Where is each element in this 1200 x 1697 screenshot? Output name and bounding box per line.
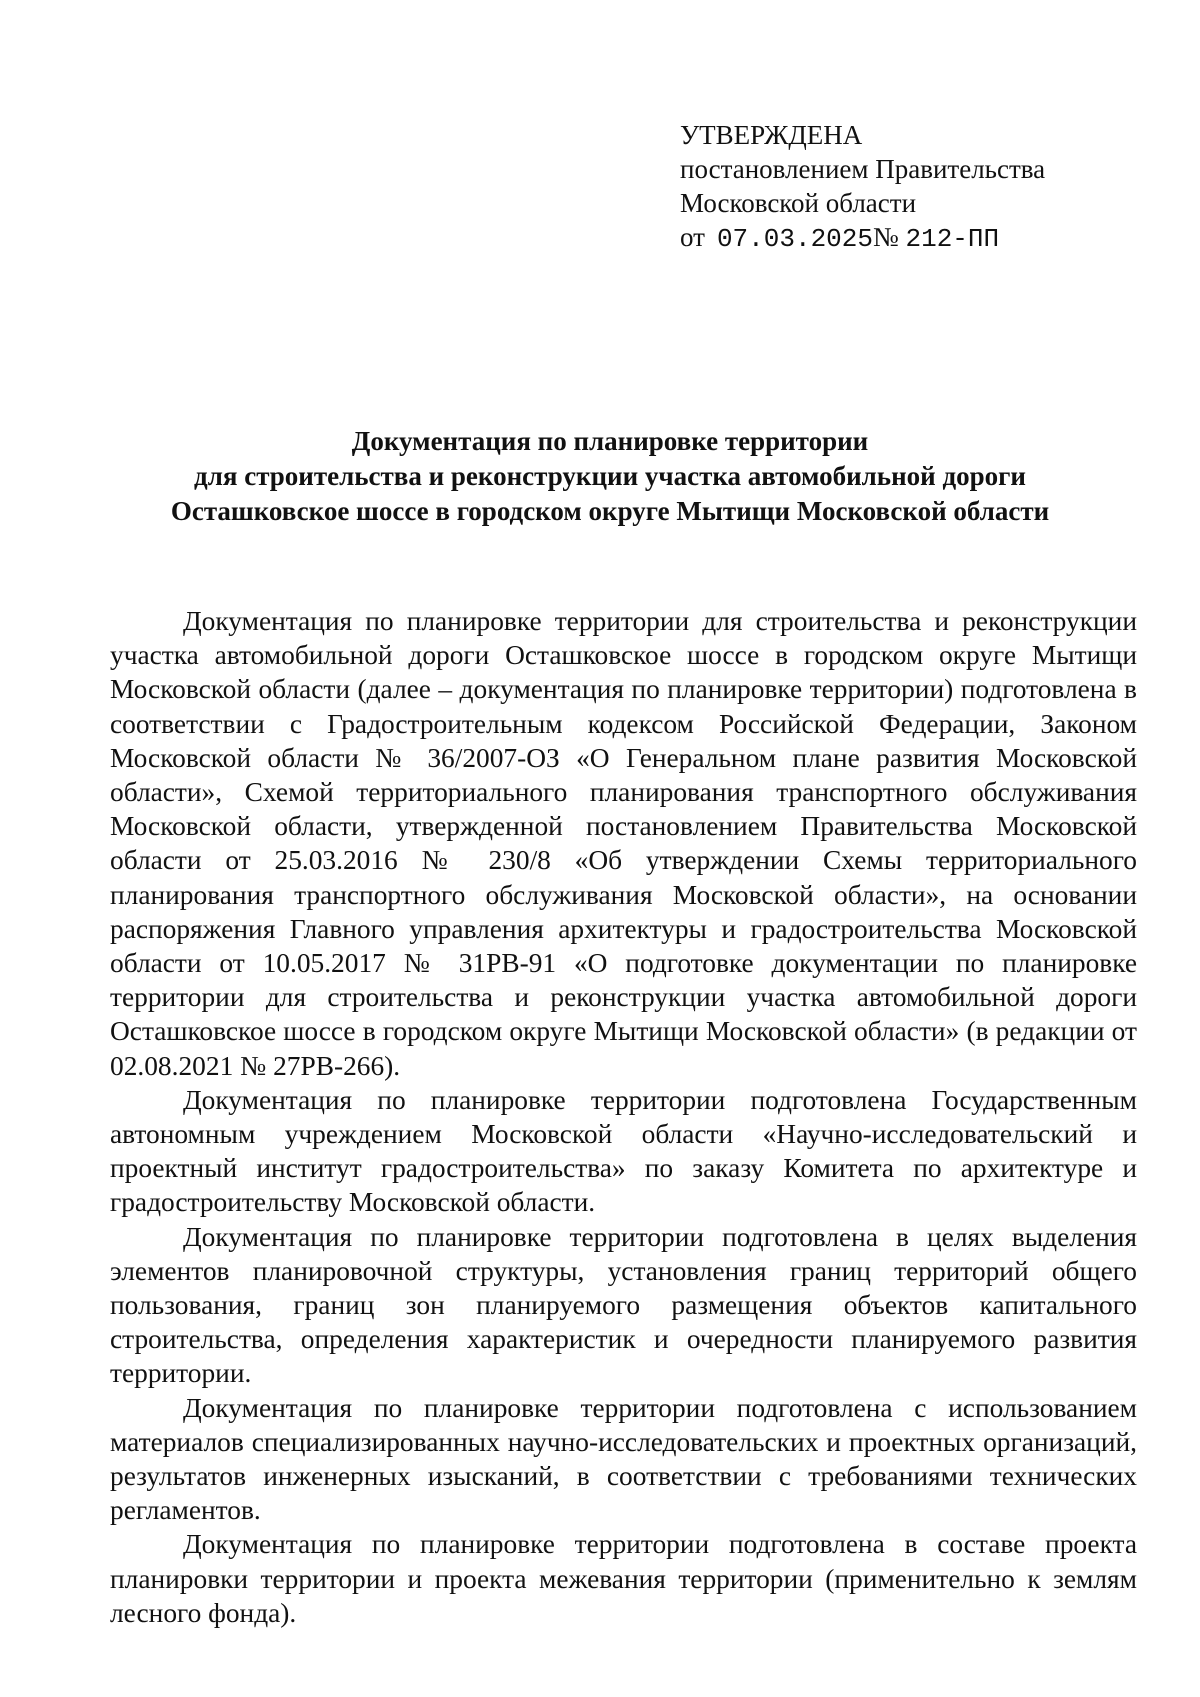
- approval-region: Московской области: [680, 188, 917, 218]
- paragraph-4: Документация по планировке территории подготовлена с использованием материалов специализированных научно-исследовательских и проектных организаций, результатов инженерных изысканий, в соответствии с требованиями технических регламентов.: [110, 1392, 1137, 1526]
- approval-number: 212-ПП: [905, 224, 1000, 254]
- approval-date-prefix: от: [680, 222, 705, 252]
- title-line-3: Осташковское шоссе в городском округе Мытищи Московской области: [170, 496, 1050, 526]
- approval-date-line: [680, 220, 1045, 256]
- title-line-1: Документация по планировке территории: [351, 426, 869, 456]
- approval-block: [680, 118, 1045, 256]
- document-title: [110, 424, 1110, 529]
- paragraph-1: Документация по планировке территории для строительства и реконструкции участка автомобильной дороги Осташковское шоссе в городском округе Мытищи Московской области (далее – документация по планировке территории) подготовлена в соответствии с Градостроительным кодексом Российской Федерации, Законом Московской области № 36/2007-ОЗ «О Генеральном плане развития Московской области», Схемой территориального планирования транспортного обслуживания Московской области, утвержденной постановлением Правительства Московской области от 25.03.2016 № 230/8 «Об утверждении Схемы территориального планирования транспортного обслуживания Московской области», на основании распоряжения Главного управления архитектуры и градостроительства Московской области от 10.05.2017 № 31РВ-91 «О подготовке документации по планировке территории для строительства и реконструкции участка автомобильной дороги Осташковское шоссе в городском округе Мытищи Московской области» (в редакции от 02.08.2021 № 27РВ-266).: [110, 606, 1137, 1081]
- approval-number-sign: №: [872, 222, 899, 252]
- document-body: [110, 604, 1137, 1630]
- paragraph-5: Документация по планировке территории подготовлена в составе проекта планировки территории и проекта межевания территории (применительно к землям лесного фонда).: [110, 1529, 1137, 1628]
- approval-authority: постановлением Правительства: [680, 154, 1046, 184]
- paragraph-2: Документация по планировке территории подготовлена Государственным автономным учреждением Московской области «Научно-исследовательский и проектный институт градостроительства» по заказу Комитета по архитектуре и градостроительству Московской области.: [110, 1084, 1137, 1218]
- approval-heading: УТВЕРЖДЕНА: [680, 120, 863, 150]
- title-line-2: для строительства и реконструкции участка автомобильной дороги: [194, 461, 1026, 491]
- paragraph-3: Документация по планировке территории подготовлена в целях выделения элементов планировочной структуры, установления границ территорий общего пользования, границ зон планируемого размещения объектов капитального строительства, определения характеристик и очередности планируемого развития территории.: [110, 1221, 1137, 1389]
- approval-date: 07.03.2025: [716, 224, 873, 254]
